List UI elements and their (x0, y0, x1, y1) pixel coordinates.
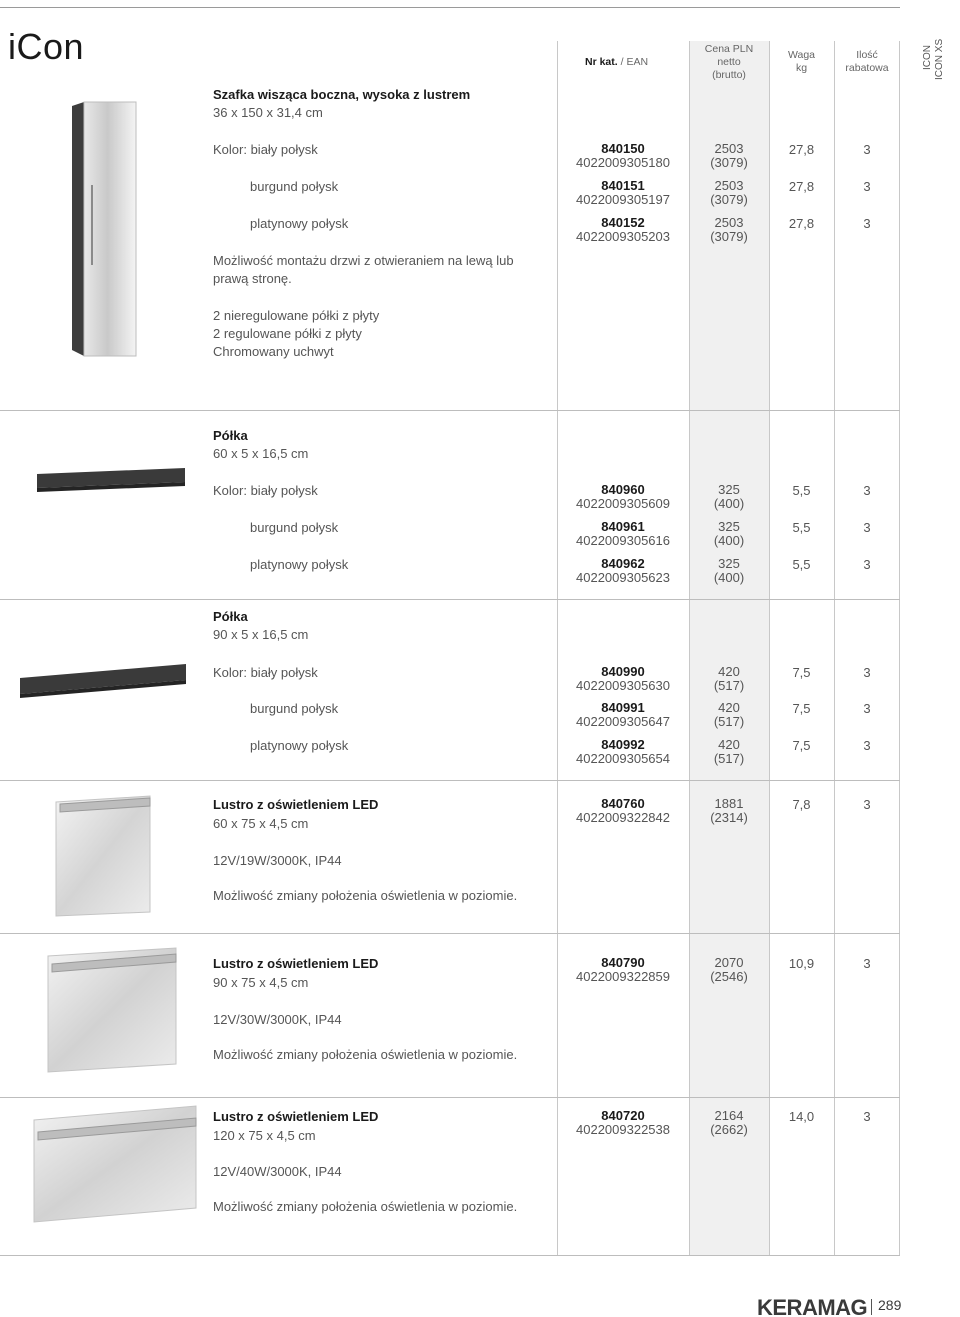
section-divider (0, 410, 900, 411)
weight: 7,5 (792, 738, 811, 753)
catalog-code: 840760 4022009322842 (576, 796, 670, 825)
price: 420 (517) (713, 737, 745, 766)
shelf-60-title: Półka (213, 428, 248, 443)
header-catalog-number: Nr kat. / EAN (585, 56, 649, 68)
section-divider (0, 1097, 900, 1098)
table-row (0, 797, 900, 831)
page-number: 289 (878, 1297, 902, 1313)
table-row (0, 142, 900, 176)
side-header: ICON ICON XS (922, 38, 945, 80)
color-label: burgund połysk (250, 701, 339, 716)
color-label: Kolor: biały połysk (213, 483, 318, 498)
mirror-120-spec: 12V/40W/3000K, IP44 (213, 1164, 342, 1179)
table-row (0, 956, 900, 990)
color-label: Kolor: biały połysk (213, 665, 318, 680)
catalog-code: 840152 4022009305203 (576, 215, 670, 244)
table-row (0, 520, 900, 554)
price: 325 (400) (713, 556, 745, 585)
catalog-code: 840150 4022009305180 (576, 141, 670, 170)
color-label: burgund połysk (250, 179, 339, 194)
weight: 14,0 (788, 1109, 815, 1124)
weight: 27,8 (788, 142, 815, 157)
header-price: Cena PLN netto (brutto) (704, 43, 754, 81)
table-row (0, 738, 900, 772)
table-row (0, 179, 900, 213)
mirror-90-title: Lustro z oświetleniem LED (213, 956, 379, 971)
price: 2164 (2662) (710, 1108, 748, 1137)
price: 325 (400) (713, 519, 745, 548)
weight: 7,5 (792, 701, 811, 716)
quantity: 3 (863, 1109, 871, 1124)
catalog-code: 840151 4022009305197 (576, 178, 670, 207)
shelf-90-title: Półka (213, 609, 248, 624)
mirror-120-note: Możliwość zmiany położenia oświetlenia w poziomie. (213, 1199, 518, 1214)
section-divider (0, 933, 900, 934)
price: 325 (400) (713, 482, 745, 511)
footer-separator (871, 1299, 872, 1315)
catalog-code: 840992 4022009305654 (576, 737, 670, 766)
price: 2070 (2546) (710, 955, 748, 984)
mirror-60-note: Możliwość zmiany położenia oświetlenia w poziomie. (213, 888, 518, 903)
quantity: 3 (863, 701, 871, 716)
catalog-code: 840790 4022009322859 (576, 955, 670, 984)
header-discount-qty: Ilość rabatowa (845, 49, 889, 74)
table-row (0, 1109, 900, 1143)
weight: 5,5 (792, 520, 811, 535)
price: 2503 (3079) (710, 178, 748, 207)
catalog-code: 840961 4022009305616 (576, 519, 670, 548)
cabinet-note: Możliwość montażu drzwi z otwieraniem na lewą lub prawą stronę. (213, 253, 514, 286)
keramag-logo: KERAMAG (757, 1295, 868, 1317)
weight: 7,5 (792, 665, 811, 680)
cabinet-size: 36 x 150 x 31,4 cm (213, 105, 323, 120)
mirror-120-title: Lustro z oświetleniem LED (213, 1109, 379, 1124)
table-row (0, 701, 900, 735)
catalog-code: 840962 4022009305623 (576, 556, 670, 585)
color-label: platynowy połysk (250, 216, 349, 231)
top-rule (0, 7, 900, 8)
mirror-60-title: Lustro z oświetleniem LED (213, 797, 379, 812)
weight: 5,5 (792, 557, 811, 572)
shelf-90-size: 90 x 5 x 16,5 cm (213, 627, 309, 642)
price: 2503 (3079) (710, 141, 748, 170)
quantity: 3 (863, 179, 871, 194)
quantity: 3 (863, 797, 871, 812)
weight: 27,8 (788, 179, 815, 194)
mirror-90-note: Możliwość zmiany położenia oświetlenia w poziomie. (213, 1047, 518, 1062)
section-divider (0, 780, 900, 781)
mirror-90-spec: 12V/30W/3000K, IP44 (213, 1012, 342, 1027)
quantity: 3 (863, 483, 871, 498)
quantity: 3 (863, 557, 871, 572)
catalog-code: 840720 4022009322538 (576, 1108, 670, 1137)
color-label: Kolor: biały połysk (213, 142, 318, 157)
price: 1881 (2314) (710, 796, 748, 825)
price: 2503 (3079) (710, 215, 748, 244)
weight: 7,8 (792, 797, 811, 812)
section-divider (0, 1255, 900, 1256)
price: 420 (517) (713, 664, 745, 693)
brand-title: iCon (8, 26, 85, 67)
color-label: platynowy połysk (250, 557, 349, 572)
mirror-60-spec: 12V/19W/3000K, IP44 (213, 853, 342, 868)
catalog-code: 840991 4022009305647 (576, 700, 670, 729)
quantity: 3 (863, 520, 871, 535)
price: 420 (517) (713, 700, 745, 729)
weight: 10,9 (788, 956, 815, 971)
mirror-60-size: 60 x 75 x 4,5 cm (213, 816, 309, 831)
table-row (0, 557, 900, 591)
section-divider (0, 599, 900, 600)
catalog-code: 840990 4022009305630 (576, 664, 670, 693)
shelf-60-size: 60 x 5 x 16,5 cm (213, 446, 309, 461)
quantity: 3 (863, 956, 871, 971)
quantity: 3 (863, 142, 871, 157)
color-label: platynowy połysk (250, 738, 349, 753)
cabinet-title: Szafka wisząca boczna, wysoka z lustrem (213, 87, 471, 102)
table-row (0, 216, 900, 250)
header-weight: Waga kg (787, 49, 816, 74)
color-label: burgund połysk (250, 520, 339, 535)
mirror-120-size: 120 x 75 x 4,5 cm (213, 1128, 316, 1143)
cabinet-features: 2 nieregulowane półki z płyty 2 regulowane półki z płyty Chromowany uchwyt (213, 308, 380, 359)
table-row (0, 665, 900, 699)
table-row (0, 483, 900, 517)
quantity: 3 (863, 738, 871, 753)
mirror-90-size: 90 x 75 x 4,5 cm (213, 975, 309, 990)
quantity: 3 (863, 665, 871, 680)
weight: 5,5 (792, 483, 811, 498)
weight: 27,8 (788, 216, 815, 231)
catalog-code: 840960 4022009305609 (576, 482, 670, 511)
quantity: 3 (863, 216, 871, 231)
